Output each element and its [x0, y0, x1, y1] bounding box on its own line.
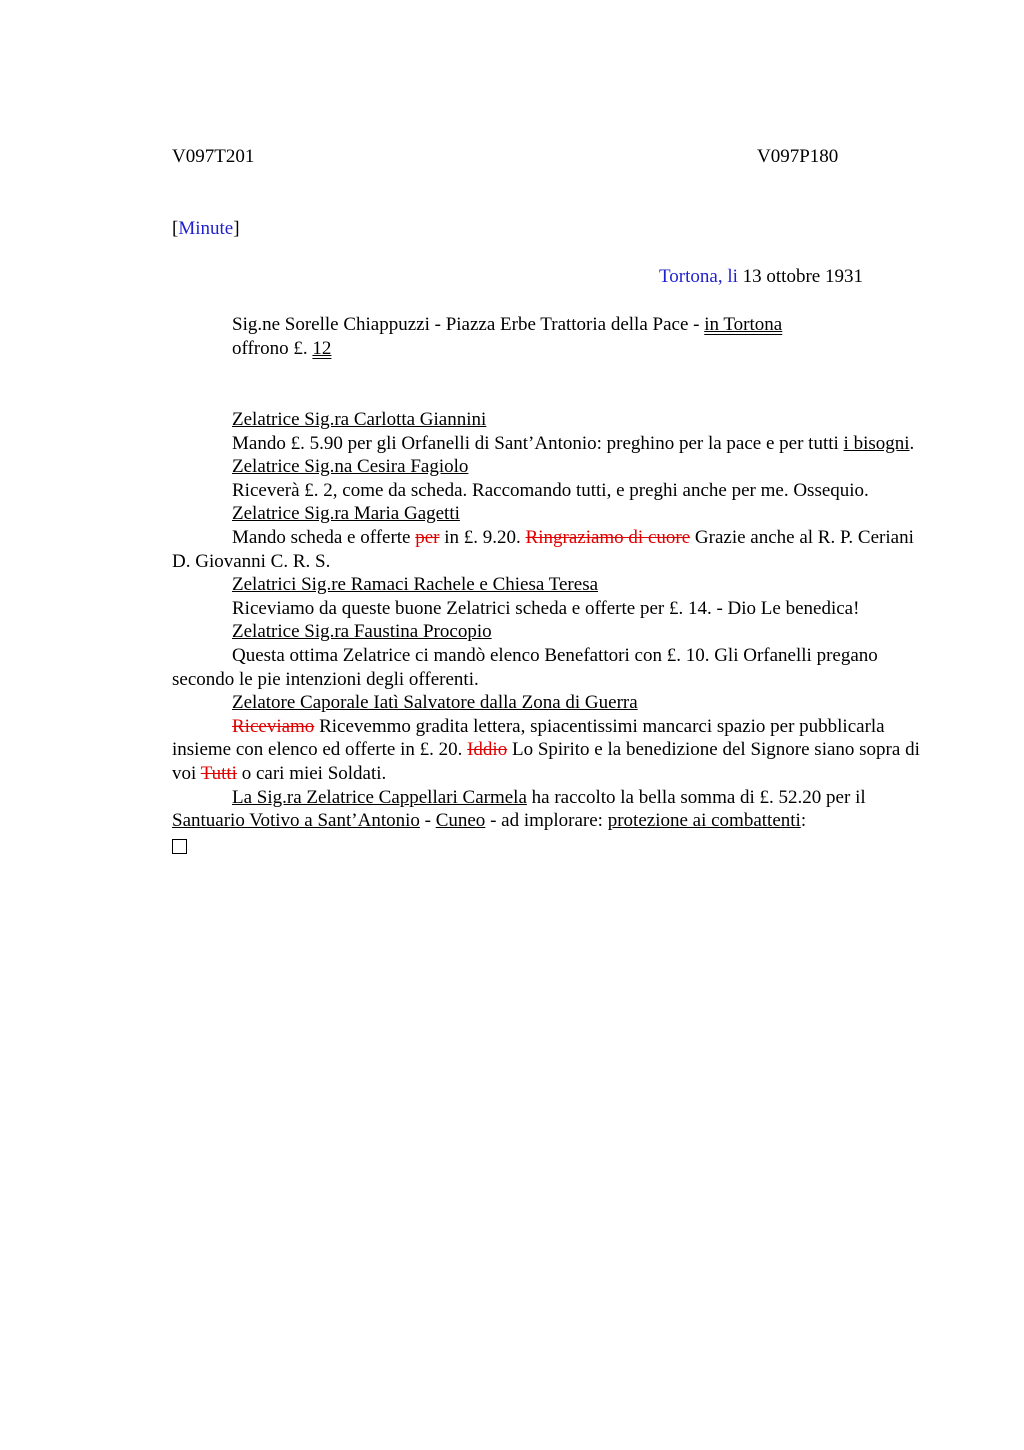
entry-text-part: Grazie anche al R. P. Ceriani D. Giovanni C. R. S. — [172, 526, 914, 572]
minute-text: Minute — [178, 218, 234, 239]
entry-text-underlined: i bisogni — [843, 432, 910, 454]
offer-verb: offrono £. — [232, 338, 313, 359]
entry-text-part: Lo Spirito e la benedizione del Signore siano sopra di voi — [172, 739, 920, 784]
entry-heading: Zelatrici Sig.re Ramaci Rachele e Chiesa Teresa — [232, 574, 599, 596]
entry-text-part: Mando scheda e offerte — [232, 526, 416, 548]
offer-place: in Tortona — [704, 314, 783, 335]
entry-text-part: . — [909, 432, 915, 454]
deleted-text: Iddio — [467, 739, 508, 761]
offer-amount: 12 — [312, 338, 332, 359]
minute-open-bracket: [ — [172, 218, 179, 239]
final-intention: protezione ai combattenti — [607, 810, 801, 832]
entry-text: Riceverà £. 2, come da scheda. Raccomando tutti, e preghi anche per me. Ossequio. — [232, 479, 869, 501]
deleted-text: Ringraziamo di cuore — [525, 526, 691, 548]
final-city: Cuneo — [435, 810, 486, 832]
entry-text — [172, 715, 932, 786]
final-text-part: ha raccolto la bella somma di £. 52.20 per il — [526, 786, 866, 808]
entry-heading: Zelatrice Sig.na Cesira Fagiolo — [232, 456, 469, 478]
entry-heading: Zelatrice Sig.ra Maria Gagetti — [232, 503, 460, 525]
deleted-text: per — [415, 526, 440, 548]
document-code-right: V097P180 — [757, 146, 839, 167]
final-zelatrice: La Sig.ra Zelatrice Cappellari Carmela — [232, 786, 527, 808]
offer-block — [232, 313, 782, 361]
dateline-place: Tortona, li — [659, 266, 738, 287]
entry-text-part: Ricevemmo gradita lettera, spiacentissimi mancarci spazio per pubblicarla insieme con elenco ed offerte in £. 20. — [172, 715, 885, 761]
dateline — [659, 266, 863, 288]
entry-text — [172, 432, 932, 456]
entry-text-part: in £. 9.20. — [439, 526, 526, 548]
final-sanctuary: Santuario Votivo a Sant’Antonio — [172, 810, 420, 832]
offer-line-1 — [232, 313, 782, 337]
final-text-part: - — [419, 810, 436, 832]
entries-list — [172, 408, 932, 856]
entry-text: Questa ottima Zelatrice ci mandò elenco Benefattori con £. 10. Gli Orfanelli pregano secondo le pie intenzioni degli offerenti. — [172, 644, 878, 690]
offer-line-2 — [232, 337, 782, 361]
entry-text-part: o cari miei Soldati. — [236, 762, 387, 784]
document-code-left: V097T201 — [172, 146, 255, 167]
minute-close-bracket: ] — [233, 218, 240, 239]
deleted-text: Riceviamo — [232, 715, 315, 737]
minute-label — [172, 218, 240, 240]
final-text-part: : — [800, 810, 807, 832]
entry-text-part: Mando £. 5.90 per gli Orfanelli di Sant’Antonio: preghino per la pace e per tutti — [232, 432, 844, 454]
entry-heading: Zelatore Caporale Iatì Salvatore dalla Zona di Guerra — [232, 692, 638, 714]
final-text-part: - ad implorare: — [485, 810, 608, 832]
final-entry — [172, 786, 932, 833]
entry-heading: Zelatrice Sig.ra Carlotta Giannini — [232, 409, 487, 430]
dateline-date: 13 ottobre 1931 — [737, 266, 863, 287]
offer-donors: Sig.ne Sorelle Chiappuzzi - Piazza Erbe Trattoria della Pace - — [232, 314, 705, 335]
deleted-text: Tutti — [200, 762, 237, 784]
entry-text: Riceviamo da queste buone Zelatrici scheda e offerte per £. 14. - Dio Le benedica! — [232, 597, 860, 619]
checkbox-icon — [172, 833, 932, 857]
entry-text — [172, 526, 932, 573]
document-page — [172, 0, 932, 1450]
entry-heading: Zelatrice Sig.ra Faustina Procopio — [232, 621, 492, 643]
